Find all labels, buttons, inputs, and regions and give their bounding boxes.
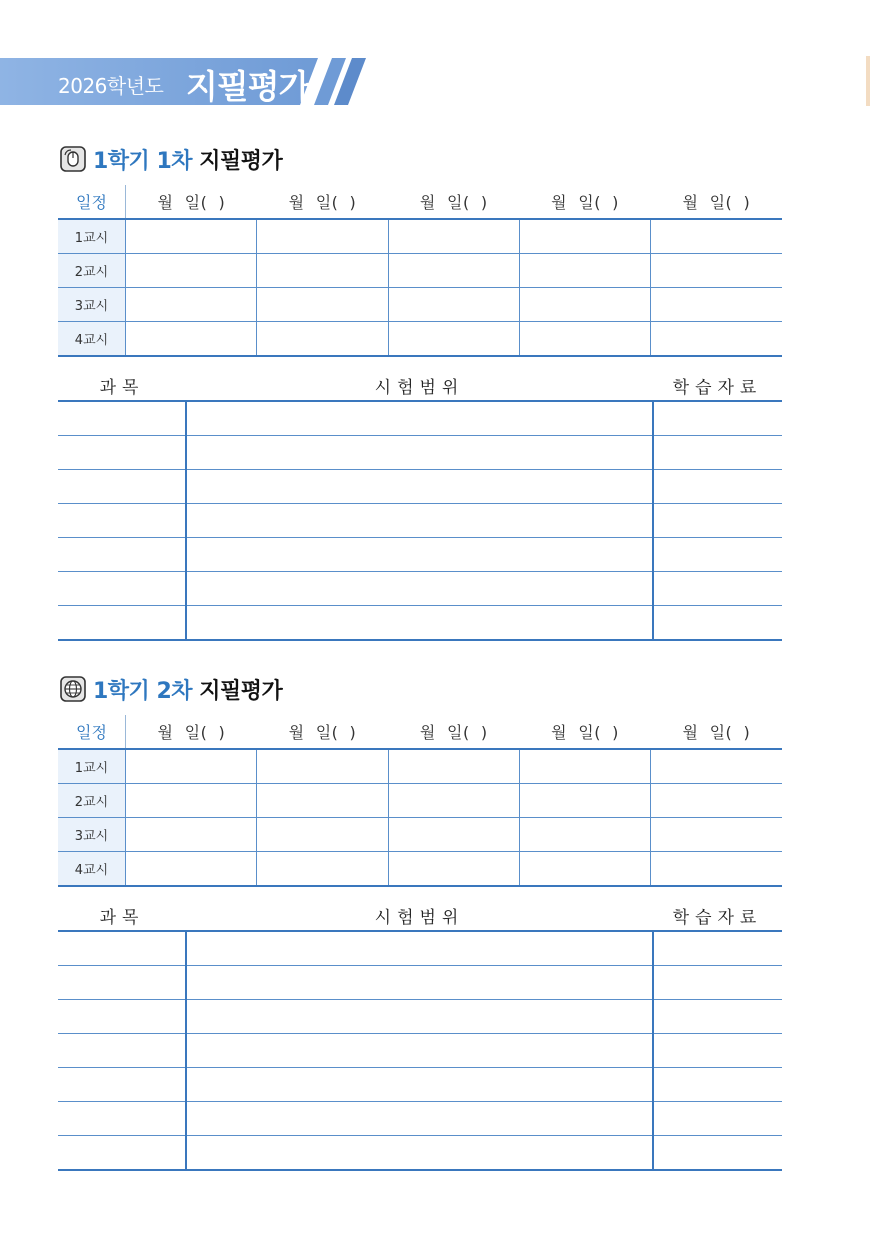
schedule-cell[interactable] bbox=[257, 254, 388, 288]
period-label: 3교시 bbox=[58, 818, 126, 852]
schedule-cell[interactable] bbox=[519, 818, 650, 852]
schedule-cell[interactable] bbox=[519, 749, 650, 784]
schedule-table bbox=[58, 715, 782, 887]
schedule-cell[interactable] bbox=[651, 322, 782, 357]
period-row bbox=[58, 784, 782, 818]
range-row bbox=[58, 1068, 782, 1102]
material-cell[interactable] bbox=[653, 931, 782, 966]
day-header: 월 일( ) bbox=[682, 723, 751, 742]
section-title-type: 지필평가 bbox=[199, 149, 283, 174]
period-label: 4교시 bbox=[58, 322, 126, 357]
subject-cell[interactable] bbox=[58, 1068, 186, 1102]
schedule-cell[interactable] bbox=[126, 288, 257, 322]
schedule-cell[interactable] bbox=[388, 852, 519, 887]
schedule-header-row bbox=[58, 185, 782, 219]
section-title bbox=[93, 144, 282, 175]
exam-range-table bbox=[58, 370, 782, 641]
day-header: 월 일( ) bbox=[288, 193, 357, 212]
day-header: 월 일( ) bbox=[157, 193, 226, 212]
schedule-cell[interactable] bbox=[651, 254, 782, 288]
material-cell[interactable] bbox=[653, 1102, 782, 1136]
section-heading bbox=[58, 143, 782, 175]
scope-cell[interactable] bbox=[186, 538, 653, 572]
schedule-cell[interactable] bbox=[126, 219, 257, 254]
section-title-type: 지필평가 bbox=[199, 679, 283, 704]
range-row bbox=[58, 966, 782, 1000]
schedule-cell[interactable] bbox=[519, 784, 650, 818]
range-header-row bbox=[58, 370, 782, 401]
schedule-cell[interactable] bbox=[519, 322, 650, 357]
scope-cell[interactable] bbox=[186, 1068, 653, 1102]
scope-cell[interactable] bbox=[186, 1136, 653, 1171]
exam-range-table bbox=[58, 900, 782, 1171]
schedule-cell[interactable] bbox=[519, 254, 650, 288]
range-row bbox=[58, 504, 782, 538]
day-header: 월 일( ) bbox=[288, 723, 357, 742]
subject-header: 과목 bbox=[99, 907, 145, 928]
material-cell[interactable] bbox=[653, 470, 782, 504]
subject-cell[interactable] bbox=[58, 1102, 186, 1136]
scope-cell[interactable] bbox=[186, 572, 653, 606]
schedule-cell[interactable] bbox=[519, 219, 650, 254]
schedule-cell[interactable] bbox=[388, 784, 519, 818]
range-row bbox=[58, 1136, 782, 1171]
period-row bbox=[58, 818, 782, 852]
subject-header: 과목 bbox=[99, 377, 145, 398]
scope-cell[interactable] bbox=[186, 436, 653, 470]
scope-cell[interactable] bbox=[186, 966, 653, 1000]
subject-cell[interactable] bbox=[58, 504, 186, 538]
schedule-cell[interactable] bbox=[257, 852, 388, 887]
subject-cell[interactable] bbox=[58, 1034, 186, 1068]
schedule-label: 일정 bbox=[58, 185, 126, 219]
subject-cell[interactable] bbox=[58, 1136, 186, 1171]
schedule-table bbox=[58, 185, 782, 357]
day-header: 월 일( ) bbox=[419, 723, 488, 742]
material-header: 학습자료 bbox=[672, 907, 763, 928]
scope-cell[interactable] bbox=[186, 1034, 653, 1068]
material-cell[interactable] bbox=[653, 1068, 782, 1102]
mouse-icon bbox=[60, 146, 86, 172]
period-label: 2교시 bbox=[58, 254, 126, 288]
range-row bbox=[58, 401, 782, 436]
material-cell[interactable] bbox=[653, 606, 782, 641]
scope-cell[interactable] bbox=[186, 1000, 653, 1034]
schedule-cell[interactable] bbox=[519, 288, 650, 322]
range-row bbox=[58, 436, 782, 470]
header-banner bbox=[0, 58, 370, 105]
subject-cell[interactable] bbox=[58, 436, 186, 470]
schedule-cell[interactable] bbox=[257, 749, 388, 784]
schedule-cell[interactable] bbox=[388, 254, 519, 288]
scope-cell[interactable] bbox=[186, 931, 653, 966]
material-cell[interactable] bbox=[653, 436, 782, 470]
period-row bbox=[58, 254, 782, 288]
schedule-cell[interactable] bbox=[651, 852, 782, 887]
subject-cell[interactable] bbox=[58, 1000, 186, 1034]
scope-cell[interactable] bbox=[186, 470, 653, 504]
material-cell[interactable] bbox=[653, 1000, 782, 1034]
period-row bbox=[58, 852, 782, 887]
period-row bbox=[58, 322, 782, 357]
scope-cell[interactable] bbox=[186, 504, 653, 538]
scope-cell[interactable] bbox=[186, 1102, 653, 1136]
year-label: 2026학년도 bbox=[58, 74, 164, 98]
section-heading bbox=[58, 673, 782, 705]
schedule-cell[interactable] bbox=[388, 322, 519, 357]
material-cell[interactable] bbox=[653, 966, 782, 1000]
subject-cell[interactable] bbox=[58, 538, 186, 572]
material-cell[interactable] bbox=[653, 401, 782, 436]
range-row bbox=[58, 470, 782, 504]
scope-cell[interactable] bbox=[186, 606, 653, 641]
schedule-label: 일정 bbox=[58, 715, 126, 749]
range-row bbox=[58, 1034, 782, 1068]
day-header: 월 일( ) bbox=[157, 723, 226, 742]
schedule-cell[interactable] bbox=[126, 818, 257, 852]
banner-shape bbox=[0, 58, 370, 105]
schedule-cell[interactable] bbox=[126, 322, 257, 357]
range-row bbox=[58, 538, 782, 572]
schedule-cell[interactable] bbox=[388, 219, 519, 254]
period-label: 1교시 bbox=[58, 219, 126, 254]
period-row bbox=[58, 749, 782, 784]
period-row bbox=[58, 288, 782, 322]
schedule-cell[interactable] bbox=[651, 219, 782, 254]
schedule-cell[interactable] bbox=[651, 288, 782, 322]
period-label: 3교시 bbox=[58, 288, 126, 322]
range-row bbox=[58, 1000, 782, 1034]
subject-cell[interactable] bbox=[58, 966, 186, 1000]
globe-icon bbox=[60, 676, 86, 702]
schedule-cell[interactable] bbox=[388, 818, 519, 852]
period-label: 4교시 bbox=[58, 852, 126, 887]
range-row bbox=[58, 1102, 782, 1136]
subject-cell[interactable] bbox=[58, 931, 186, 966]
material-cell[interactable] bbox=[653, 1136, 782, 1171]
period-label: 1교시 bbox=[58, 749, 126, 784]
day-header: 월 일( ) bbox=[551, 723, 619, 742]
material-cell[interactable] bbox=[653, 572, 782, 606]
schedule-cell[interactable] bbox=[126, 254, 257, 288]
schedule-cell[interactable] bbox=[519, 852, 650, 887]
range-row bbox=[58, 572, 782, 606]
schedule-cell[interactable] bbox=[651, 784, 782, 818]
schedule-cell[interactable] bbox=[257, 322, 388, 357]
section-title bbox=[93, 674, 282, 705]
schedule-cell[interactable] bbox=[257, 784, 388, 818]
day-header: 월 일( ) bbox=[419, 193, 488, 212]
schedule-cell[interactable] bbox=[126, 852, 257, 887]
section-title-term: 1학기 1차 bbox=[93, 149, 193, 174]
schedule-cell[interactable] bbox=[257, 288, 388, 322]
subject-cell[interactable] bbox=[58, 572, 186, 606]
section-title-term: 1학기 2차 bbox=[93, 679, 193, 704]
schedule-cell[interactable] bbox=[388, 749, 519, 784]
schedule-cell[interactable] bbox=[651, 818, 782, 852]
period-row bbox=[58, 219, 782, 254]
range-row bbox=[58, 931, 782, 966]
subject-cell[interactable] bbox=[58, 401, 186, 436]
schedule-cell[interactable] bbox=[257, 219, 388, 254]
period-label: 2교시 bbox=[58, 784, 126, 818]
day-header: 월 일( ) bbox=[682, 193, 751, 212]
scope-header: 시험범위 bbox=[374, 907, 465, 928]
material-cell[interactable] bbox=[653, 504, 782, 538]
scope-header: 시험범위 bbox=[374, 377, 465, 398]
edge-tab bbox=[866, 56, 870, 106]
range-header-row bbox=[58, 900, 782, 931]
day-header: 월 일( ) bbox=[551, 193, 619, 212]
schedule-cell[interactable] bbox=[257, 818, 388, 852]
schedule-header-row bbox=[58, 715, 782, 749]
schedule-cell[interactable] bbox=[126, 749, 257, 784]
range-row bbox=[58, 606, 782, 641]
schedule-cell[interactable] bbox=[388, 288, 519, 322]
material-cell[interactable] bbox=[653, 1034, 782, 1068]
schedule-cell[interactable] bbox=[651, 749, 782, 784]
subject-cell[interactable] bbox=[58, 470, 186, 504]
material-cell[interactable] bbox=[653, 538, 782, 572]
scope-cell[interactable] bbox=[186, 401, 653, 436]
page-title: 지필평가 bbox=[186, 67, 310, 106]
schedule-cell[interactable] bbox=[126, 784, 257, 818]
material-header: 학습자료 bbox=[672, 377, 763, 398]
subject-cell[interactable] bbox=[58, 606, 186, 641]
